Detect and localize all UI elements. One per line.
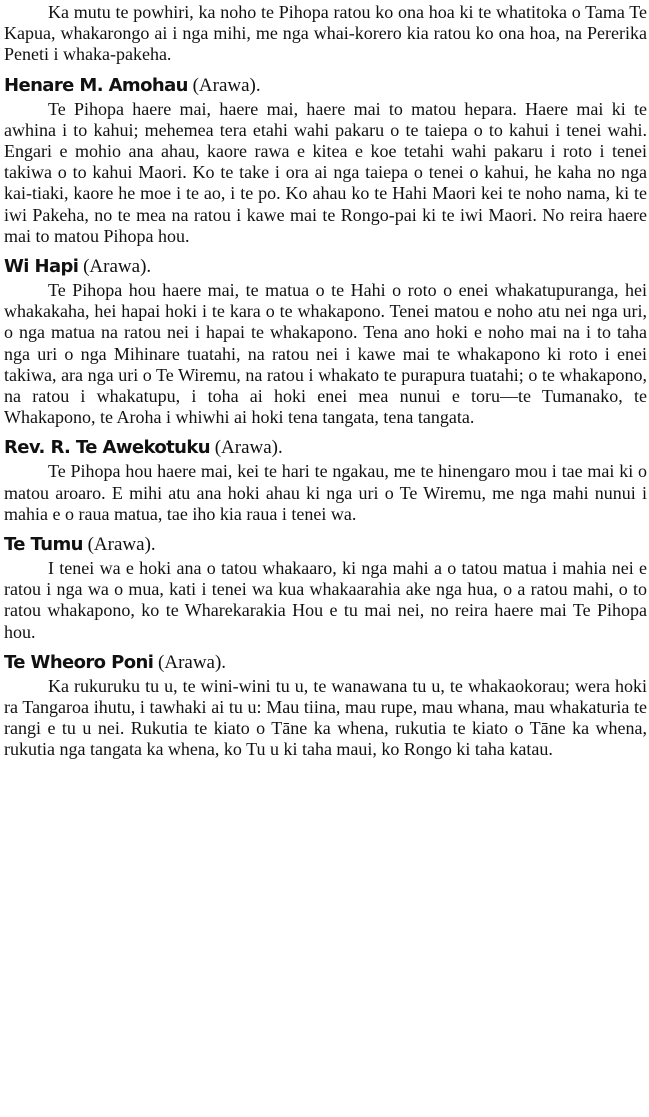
speech-text: Te Pihopa hou haere mai, te matua o te Hahi o roto o enei whakatupuranga, hei whakakaha, hei hapai hoki i te kara o te whakapono. Tenei matou e noho atu nei nga uri, o nga matua na ratou nei i hapai te whakapono. Tena ano hoki e noho mai na i to taha nga uri o nga Mihinare tuatahi, na ratou nei i kawe mai te whakapono ki roto i enei takiwa, ara nga uri o Te Wiremu, na ratou i whakato te purapura tuatahi; o te whakapono, na ratou i whakatupu, i toha ai hoki enei mea nunui e toru—te Tumanako, te Whakapono, te Aroha i whiwhi ai hoki tena tangata, tena tangata.	[4, 280, 647, 428]
speaker-heading	[4, 651, 647, 675]
speaker-tribe: (Arawa).	[87, 534, 156, 556]
speech-section	[4, 436, 647, 525]
intro-paragraph: Ka mutu te powhiri, ka noho te Pihopa ratou ko ona hoa ki te whatitoka o Tama Te Kapua, whakarongo ai i nga mihi, me nga whai-korero kia ratou ko ona hoa, na Pererika Peneti i whaka-pakeha.	[4, 2, 647, 65]
document-page	[4, 2, 647, 761]
speaker-tribe: (Arawa).	[83, 256, 152, 278]
speaker-tribe: (Arawa).	[158, 651, 227, 673]
speech-section	[4, 533, 647, 643]
speaker-heading	[4, 74, 647, 98]
speech-text: Ka rukuruku tu u, te wini-wini tu u, te wanawana tu u, te whakaokorau; wera hoki ra Tangaroa ihutu, i tawhaki ai tu u: Mau tiina, mau rupe, mau whana, mau whakaturia te rangi e tu u nei. Rukutia te kiato o Tāne ka whena, rukutia te kiato o Tāne ka whena, rukutia nga tangata ka whena, ko Tu u ki taha maui, ko Rongo ki taha katau.	[4, 675, 647, 760]
speech-text: Te Pihopa hou haere mai, kei te hari te ngakau, me te hinengaro mou i tae mai ki o matou aroaro. E mihi atu ana hoki ahau ki nga uri o Te Wiremu, me nga mahi nunui i mahia e o raua matua, tae iho kia raua i tenei wa.	[4, 461, 647, 524]
speaker-name: Te Wheoro Poni	[4, 651, 154, 673]
speaker-name: Wi Hapi	[4, 256, 79, 278]
speaker-tribe: (Arawa).	[192, 74, 261, 96]
speaker-heading	[4, 533, 647, 557]
speaker-name: Henare M. Amohau	[4, 74, 188, 96]
speaker-heading	[4, 255, 647, 279]
speaker-name: Te Tumu	[4, 534, 83, 556]
speech-text: I tenei wa e hoki ana o tatou whakaaro, ki nga mahi a o tatou matua i mahia nei e ratou i nga wa o mua, kati i tenei wa kua whakaarahia ake nga hua, o a ratou mahi, o to ratou whakapono, ko te Wharekarakia Hou e tu mai nei, no reira haere mai Te Pihopa hou.	[4, 558, 647, 642]
speech-section	[4, 651, 647, 761]
speaker-name: Rev. R. Te Awekotuku	[4, 437, 210, 459]
speech-section	[4, 255, 647, 428]
speaker-tribe: (Arawa).	[214, 437, 283, 459]
speech-section	[4, 74, 647, 247]
speech-text: Te Pihopa haere mai, haere mai, haere mai to matou hepara. Haere mai ki te awhina i to kahui; mehemea tera etahi wahi pakaru o te taiepa o to kahui i tenei wahi. Engari e mohio ana ahau, kaore rawa e kitea e koe tetahi wahi pakaru i roto i tenei takiwa o to kahui Maori. Ko te take i ora ai nga taiepa o tenei o kahui, he kaha no nga kai-tiaki, kaore he moe i te ao, i te po. Ko ahau ko te Hahi Maori kei te noho nama, ki te iwi Pakeha, no te mea na ratou i kawe mai te Rongo-pai ki te iwi Maori. No reira haere mai to matou Pihopa hou.	[4, 98, 647, 246]
speaker-heading	[4, 436, 647, 460]
